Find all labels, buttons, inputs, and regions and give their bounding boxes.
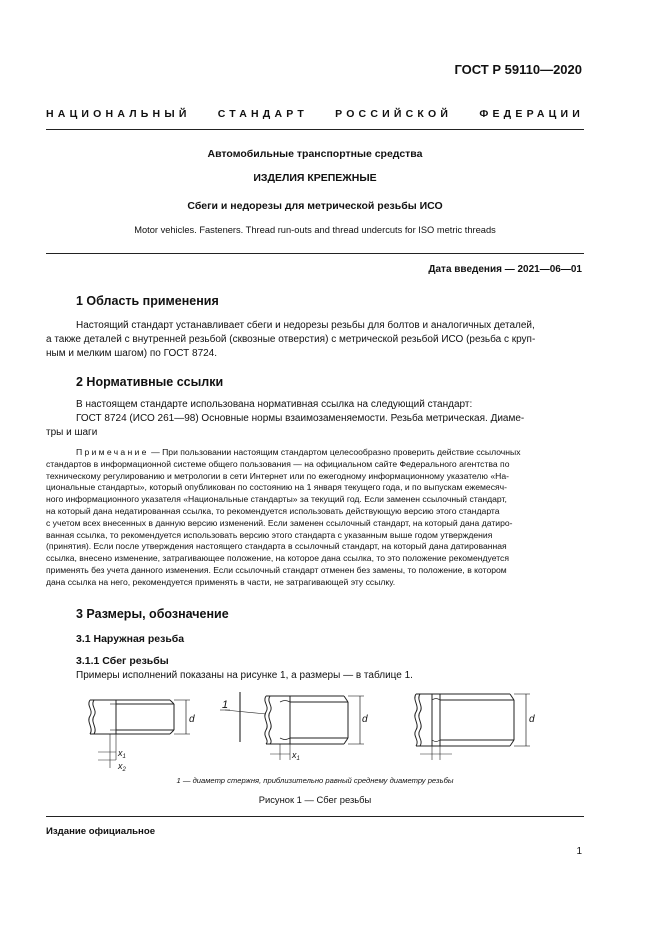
bolt-example-a xyxy=(89,700,195,773)
text-line: ным и мелким шагом) по ГОСТ 8724. xyxy=(46,348,218,359)
note-line: ного информационного указателя «Национальные стандарты» за текущий год. Если заменен ссылочный стандарт, xyxy=(46,494,507,505)
section-3-text xyxy=(46,669,584,683)
note-line xyxy=(46,447,584,459)
break-line xyxy=(269,696,271,744)
note-line: с учетом всех внесенных в данную версию изменений. Если заменен ссылочный стандарт, на который дана датиро- xyxy=(46,517,513,528)
section-2-heading: 2 Нормативные ссылки xyxy=(76,375,224,389)
reference-line: тры и шаги xyxy=(46,427,98,438)
top-rule xyxy=(46,129,584,130)
x1-label: $x_1$ xyxy=(118,748,126,760)
introduction-date: Дата введения — 2021—06—01 xyxy=(428,264,582,275)
break-line xyxy=(93,700,95,734)
title-rule xyxy=(46,253,584,254)
note-line: (принятия). Если после утверждения настоящего стандарта в ссылочный стандарт, на который дана датированная xyxy=(46,541,507,552)
note-line: стандартов в информационной системе общего пользования — на официальном сайте Федерального агентства по xyxy=(46,458,510,469)
text-line: Примеры исполнений показаны на рисунке 1, а размеры — в таблице 1. xyxy=(76,670,413,681)
title-product: ИЗДЕЛИЯ КРЕПЕЖНЫЕ xyxy=(253,172,377,184)
callout-leader xyxy=(225,710,266,714)
section-1-text xyxy=(46,319,584,361)
note-line-text: — При пользовании настоящим стандартом целесообразно проверить действие ссылочных xyxy=(148,447,521,457)
note-label: Примечание xyxy=(76,447,149,457)
d-label: d xyxy=(189,714,195,725)
note-line: ссылка, внесено изменение, затрагивающее положение, на которое дана ссылка, то это положение рекомендуется xyxy=(46,553,509,564)
figure-legend: 1 — диаметр стержня, приблизительно равный среднему диаметру резьбы xyxy=(176,776,454,785)
official-edition-label: Издание официальное xyxy=(46,826,156,837)
reference-line: ГОСТ 8724 (ИСО 261—98) Основные нормы взаимозаменяемости. Резьба метрическая. Диаме- xyxy=(76,413,525,424)
text-line: Настоящий стандарт устанавливает сбеги и недорезы резьбы для болтов и аналогичных деталей, xyxy=(76,320,535,331)
national-standard-banner: НАЦИОНАЛЬНЫЙ СТАНДАРТ РОССИЙСКОЙ ФЕДЕРАЦИИ xyxy=(46,108,584,120)
callout-1-label: 1 xyxy=(222,699,229,711)
section-3-heading: 3 Размеры, обозначение xyxy=(76,607,229,621)
title-english: Motor vehicles. Fasteners. Thread run-outs and thread undercuts for ISO metric threads xyxy=(134,225,496,235)
section-1-heading: 1 Область применения xyxy=(76,294,219,308)
note-line: на который дана недатированная ссылка, то рекомендуется использовать действующую версию этого стандарта xyxy=(46,505,500,516)
note-line: циональные стандарты», который опубликован по состоянию на 1 января текущего года, и по выпускам ежемесяч- xyxy=(46,482,507,493)
footer-rule xyxy=(46,816,584,817)
note-line: техническому регулированию и метрологии в сети Интернет или по ежегодному информационному указателю «На- xyxy=(46,470,510,481)
break-line xyxy=(415,694,417,746)
subsection-3-1-heading: 3.1 Наружная резьба xyxy=(76,633,185,645)
break-line xyxy=(89,700,91,734)
break-line xyxy=(419,694,421,746)
x2-label: $x_2$ xyxy=(118,761,126,773)
section-2-intro xyxy=(46,398,584,440)
bolt-example-c xyxy=(415,694,535,760)
title-category: Автомобильные транспортные средства xyxy=(207,148,423,160)
note-line: дана ссылка на него, рекомендуется применять в части, не затрагивающей эту ссылку. xyxy=(46,576,396,587)
break-line xyxy=(265,696,267,744)
subsection-3-1-1-heading: 3.1.1 Сбег резьбы xyxy=(76,655,169,667)
page-number: 1 xyxy=(576,846,582,857)
text-line: В настоящем стандарте использована нормативная ссылка на следующий стандарт: xyxy=(76,399,473,410)
note-line: ванная ссылка, то рекомендуется использовать версию этого стандарта с указанным выше годом утверждения xyxy=(46,529,493,540)
d-label: d xyxy=(529,714,535,725)
section-2-note xyxy=(46,447,584,589)
figure-thread-runout xyxy=(80,688,560,774)
x1-label: $x_1$ xyxy=(292,750,300,762)
d-label: d xyxy=(362,714,368,725)
document-code: ГОСТ Р 59110—2020 xyxy=(454,62,582,77)
figure-caption: Рисунок 1 — Сбег резьбы xyxy=(258,794,372,805)
bolt-example-b xyxy=(220,692,368,762)
note-line: применять без учета данного изменения. Если ссылочный стандарт отменен без замены, то положение, в котором xyxy=(46,564,507,575)
title-subject: Сбеги и недорезы для метрической резьбы ИСО xyxy=(187,200,443,212)
text-line: а также деталей с внутренней резьбой (сквозные отверстия) с метрической резьбой ИСО (резьба с круп- xyxy=(46,334,536,345)
